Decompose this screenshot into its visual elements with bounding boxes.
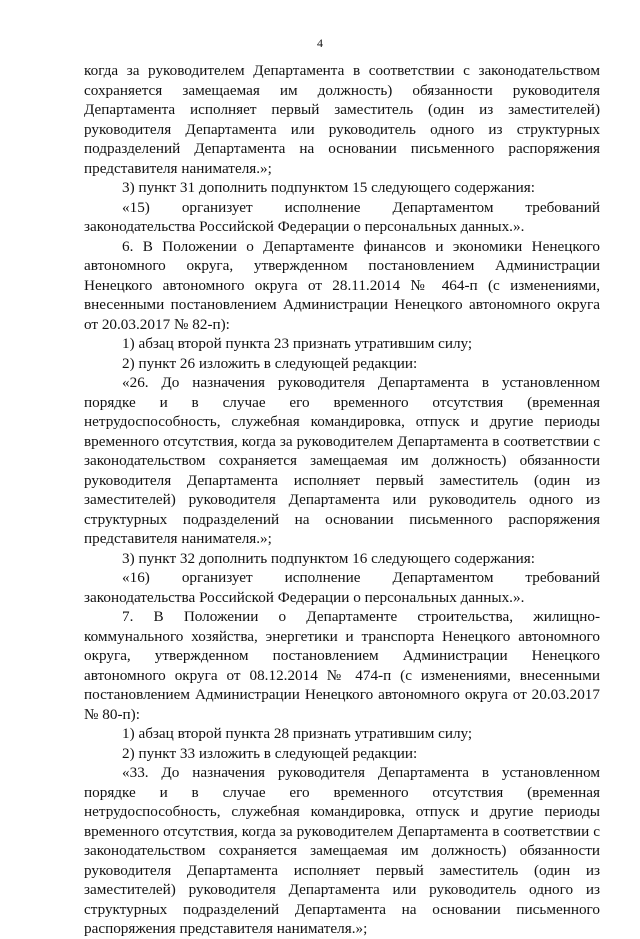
paragraph-quote-16: «16) организует исполнение Департаментом требований законодательства Российской Федерации о персональных данных.».: [84, 569, 600, 606]
paragraph-continuation: когда за руководителем Департамента в соответствии с законодательством сохраняется замещаемая им должность) обязанности руководителя Департамента исполняет первый заместитель (один из заместителей) руководителя Департамента или руководитель одного из структурных подразделений Департамента на основании письменного распоряжения представителя нанимателя.»;: [84, 62, 600, 177]
paragraph-quote-33: «33. До назначения руководителя Департамента в установленном порядке и в случае его временного отсутствия (временная нетрудоспособность, служебная командировка, отпуск и другие периоды временного отсутствия, когда за руководителем Департамента в соответствии с законодательством сохраняется замещаемая им должность) обязанности руководителя Департамента исполняет первый заместитель (один из заместителей) руководителя Департамента или руководитель одного из структурных подразделений Департамента на основании письменного распоряжения представителя нанимателя.»;: [84, 764, 600, 937]
document-body: [84, 61, 600, 939]
paragraph-item-2-p33: 2) пункт 33 изложить в следующей редакции:: [122, 744, 418, 762]
paragraph-section-6: 6. В Положении о Департаменте финансов и экономики Ненецкого автономного округа, утвержденном постановлением Администрации Ненецкого автономного округа от 28.11.2014 № 464-п (с изменениями, внесенными постановлением Администрации Ненецкого автономного округа от 20.03.2017 № 82-п):: [84, 237, 600, 333]
paragraph-item-1-p23: 1) абзац второй пункта 23 признать утратившим силу;: [122, 335, 473, 352]
paragraph-item-3-p32: 3) пункт 32 дополнить подпунктом 16 следующего содержания:: [122, 549, 535, 567]
paragraph-item-1-p28: 1) абзац второй пункта 28 признать утратившим силу;: [122, 725, 473, 742]
page-number: 4: [317, 36, 323, 50]
paragraph-section-7: 7. В Положении о Департаменте строительства, жилищно-коммунального хозяйства, энергетики и транспорта Ненецкого автономного округа, утвержденном постановлением Администрации Ненецкого автономного округа от 08.12.2014 № 474-п (с изменениями, внесенными постановлением Администрации Ненецкого автономного округа от 20.03.2017 № 80-п):: [84, 608, 600, 723]
paragraph-item-3-p31: 3) пункт 31 дополнить подпунктом 15 следующего содержания:: [122, 179, 535, 196]
paragraph-item-2-p26: 2) пункт 26 изложить в следующей редакции:: [122, 354, 418, 372]
paragraph-quote-26: «26. До назначения руководителя Департамента в установленном порядке и в случае его временного отсутствия (временная нетрудоспособность, служебная командировка, отпуск и другие периоды временного отсутствия, когда за руководителем Департамента в соответствии с законодательством сохраняется замещаемая им должность) обязанности руководителя Департамента исполняет первый заместитель (один из заместителей) руководителя Департамента или руководитель одного из структурных подразделений на основании письменного распоряжения представителя нанимателя.»;: [84, 374, 600, 547]
paragraph-quote-15: «15) организует исполнение Департаментом требований законодательства Российской Федерации о персональных данных.».: [84, 198, 600, 235]
